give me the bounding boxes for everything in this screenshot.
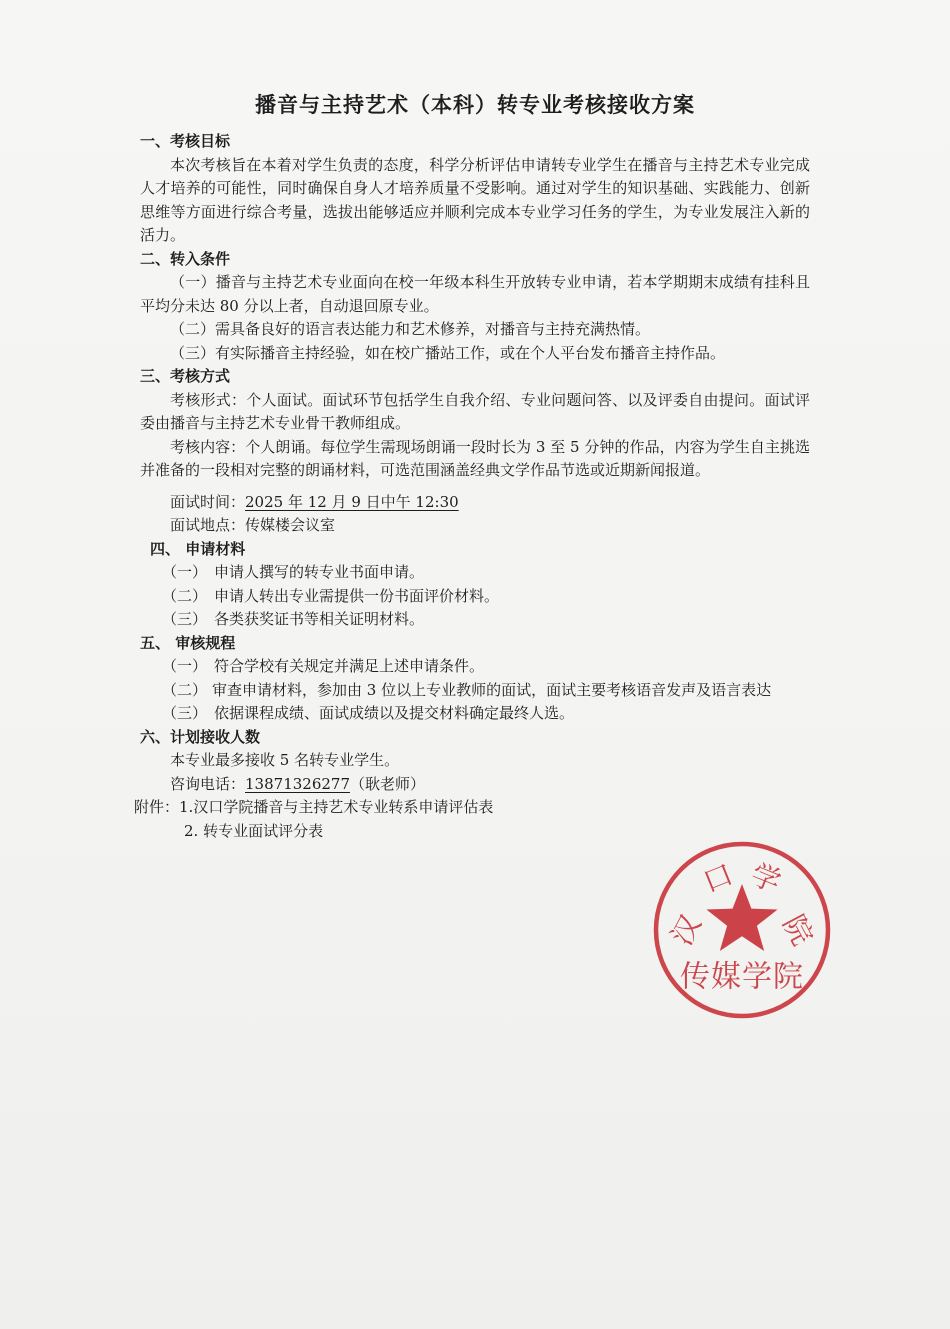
- contact-label: 咨询电话：: [170, 774, 246, 793]
- interview-time-label: 面试时间：: [170, 492, 246, 511]
- method-content: 考核内容：个人朗诵。每位学生需现场朗诵一段时长为 3 至 5 分钟的作品，内容为学生自主挑选并准备的一段相对完整的朗诵材料，可选范围涵盖经典文学作品节选或近期新闻报道。: [140, 437, 810, 479]
- condition-item: （二）需具备良好的语言表达能力和艺术修养，对播音与主持充满热情。: [170, 320, 651, 338]
- material-item-text: 申请人转出专业需提供一份书面评价材料。: [214, 586, 500, 605]
- material-item-number: （二）: [162, 586, 208, 605]
- material-item-text: 各类获奖证书等相关证明材料。: [214, 610, 425, 628]
- condition-item: （三）有实际播音主持经验，如在校广播站工作，或在个人平台发布播音主持作品。: [170, 343, 726, 362]
- interview-time-value: 2025 年 12 月 9 日中午 12:30: [245, 492, 459, 511]
- contact-phone: 13871326277: [245, 774, 350, 793]
- interview-place: [140, 514, 810, 538]
- section-review-heading: 五、 审核规程: [140, 633, 236, 652]
- method-form: 考核形式：个人面试。面试环节包括学生自我介绍、专业问题问答、以及评委自由提问。面试评委由播音与主持艺术专业骨干教师组成。: [140, 390, 810, 432]
- section-materials-heading: 四、 申请材料: [150, 539, 246, 558]
- interview-place-label: 面试地点：: [170, 516, 246, 534]
- document-title: 播音与主持艺术（本科）转专业考核接收方案: [255, 92, 695, 117]
- material-item-text: 申请人撰写的转专业书面申请。: [214, 563, 425, 581]
- material-item-number: （三）: [162, 610, 208, 628]
- review-item: [140, 655, 810, 679]
- document-body: [134, 88, 810, 843]
- attachment-line: [134, 796, 804, 820]
- seal-char: 口: [698, 856, 738, 900]
- review-item: [140, 702, 810, 726]
- section-goal-heading: 一、考核目标: [140, 132, 231, 150]
- seal-char: 院: [776, 909, 820, 951]
- material-item: [140, 585, 810, 609]
- material-item-number: （一）: [162, 563, 208, 581]
- review-item-text: 符合学校有关规定并满足上述申请条件。: [214, 657, 485, 675]
- attachment-label: 附件：: [134, 798, 180, 816]
- quota-body: 本专业最多接收 5 名转专业学生。: [170, 751, 400, 769]
- attachment-item: 2. 转专业面试评分表: [184, 821, 324, 840]
- contact-line: [140, 773, 810, 797]
- interview-time: [140, 491, 810, 515]
- material-item: [140, 561, 810, 585]
- contact-person: （耿老师）: [350, 774, 426, 793]
- review-item-number: （一）: [162, 657, 208, 675]
- attachment-item: 1.汉口学院播音与主持艺术专业转系申请评估表: [179, 798, 494, 816]
- section-goal-body: 本次考核旨在本着对学生负责的态度，科学分析评估申请转专业学生在播音与主持艺术专业完成人才培养的可能性，同时确保自身人才培养质量不受影响。通过对学生的知识基础、实践能力、创新思维等方面进行综合考量，选拔出能够适应并顺利完成本专业学习任务的学生，为专业发展注入新的活力。: [140, 155, 810, 244]
- seal-char: 汉: [664, 909, 708, 951]
- seal-char: 学: [746, 856, 786, 900]
- seal-bottom-text: 传媒学院: [680, 959, 804, 995]
- review-item: [140, 679, 810, 703]
- review-item-number: （二）: [162, 680, 208, 699]
- section-quota-heading: 六、计划接收人数: [140, 727, 261, 746]
- interview-place-value: 传媒楼会议室: [245, 516, 336, 534]
- section-method-heading: 三、考核方式: [140, 367, 231, 385]
- condition-item: （一）播音与主持艺术专业面向在校一年级本科生开放转专业申请，若本学期期末成绩有挂科且平均分未达 80 分以上者，自动退回原专业。: [140, 273, 810, 315]
- review-item-text: 审查申请材料，参加由 3 位以上专业教师的面试，面试主要考核语音发声及语言表达: [212, 680, 772, 699]
- material-item: [140, 608, 810, 632]
- review-item-number: （三）: [162, 704, 208, 722]
- official-seal: [650, 838, 834, 1022]
- section-conditions-heading: 二、转入条件: [140, 249, 231, 268]
- review-item-text: 依据课程成绩、面试成绩以及提交材料确定最终人选。: [214, 704, 575, 722]
